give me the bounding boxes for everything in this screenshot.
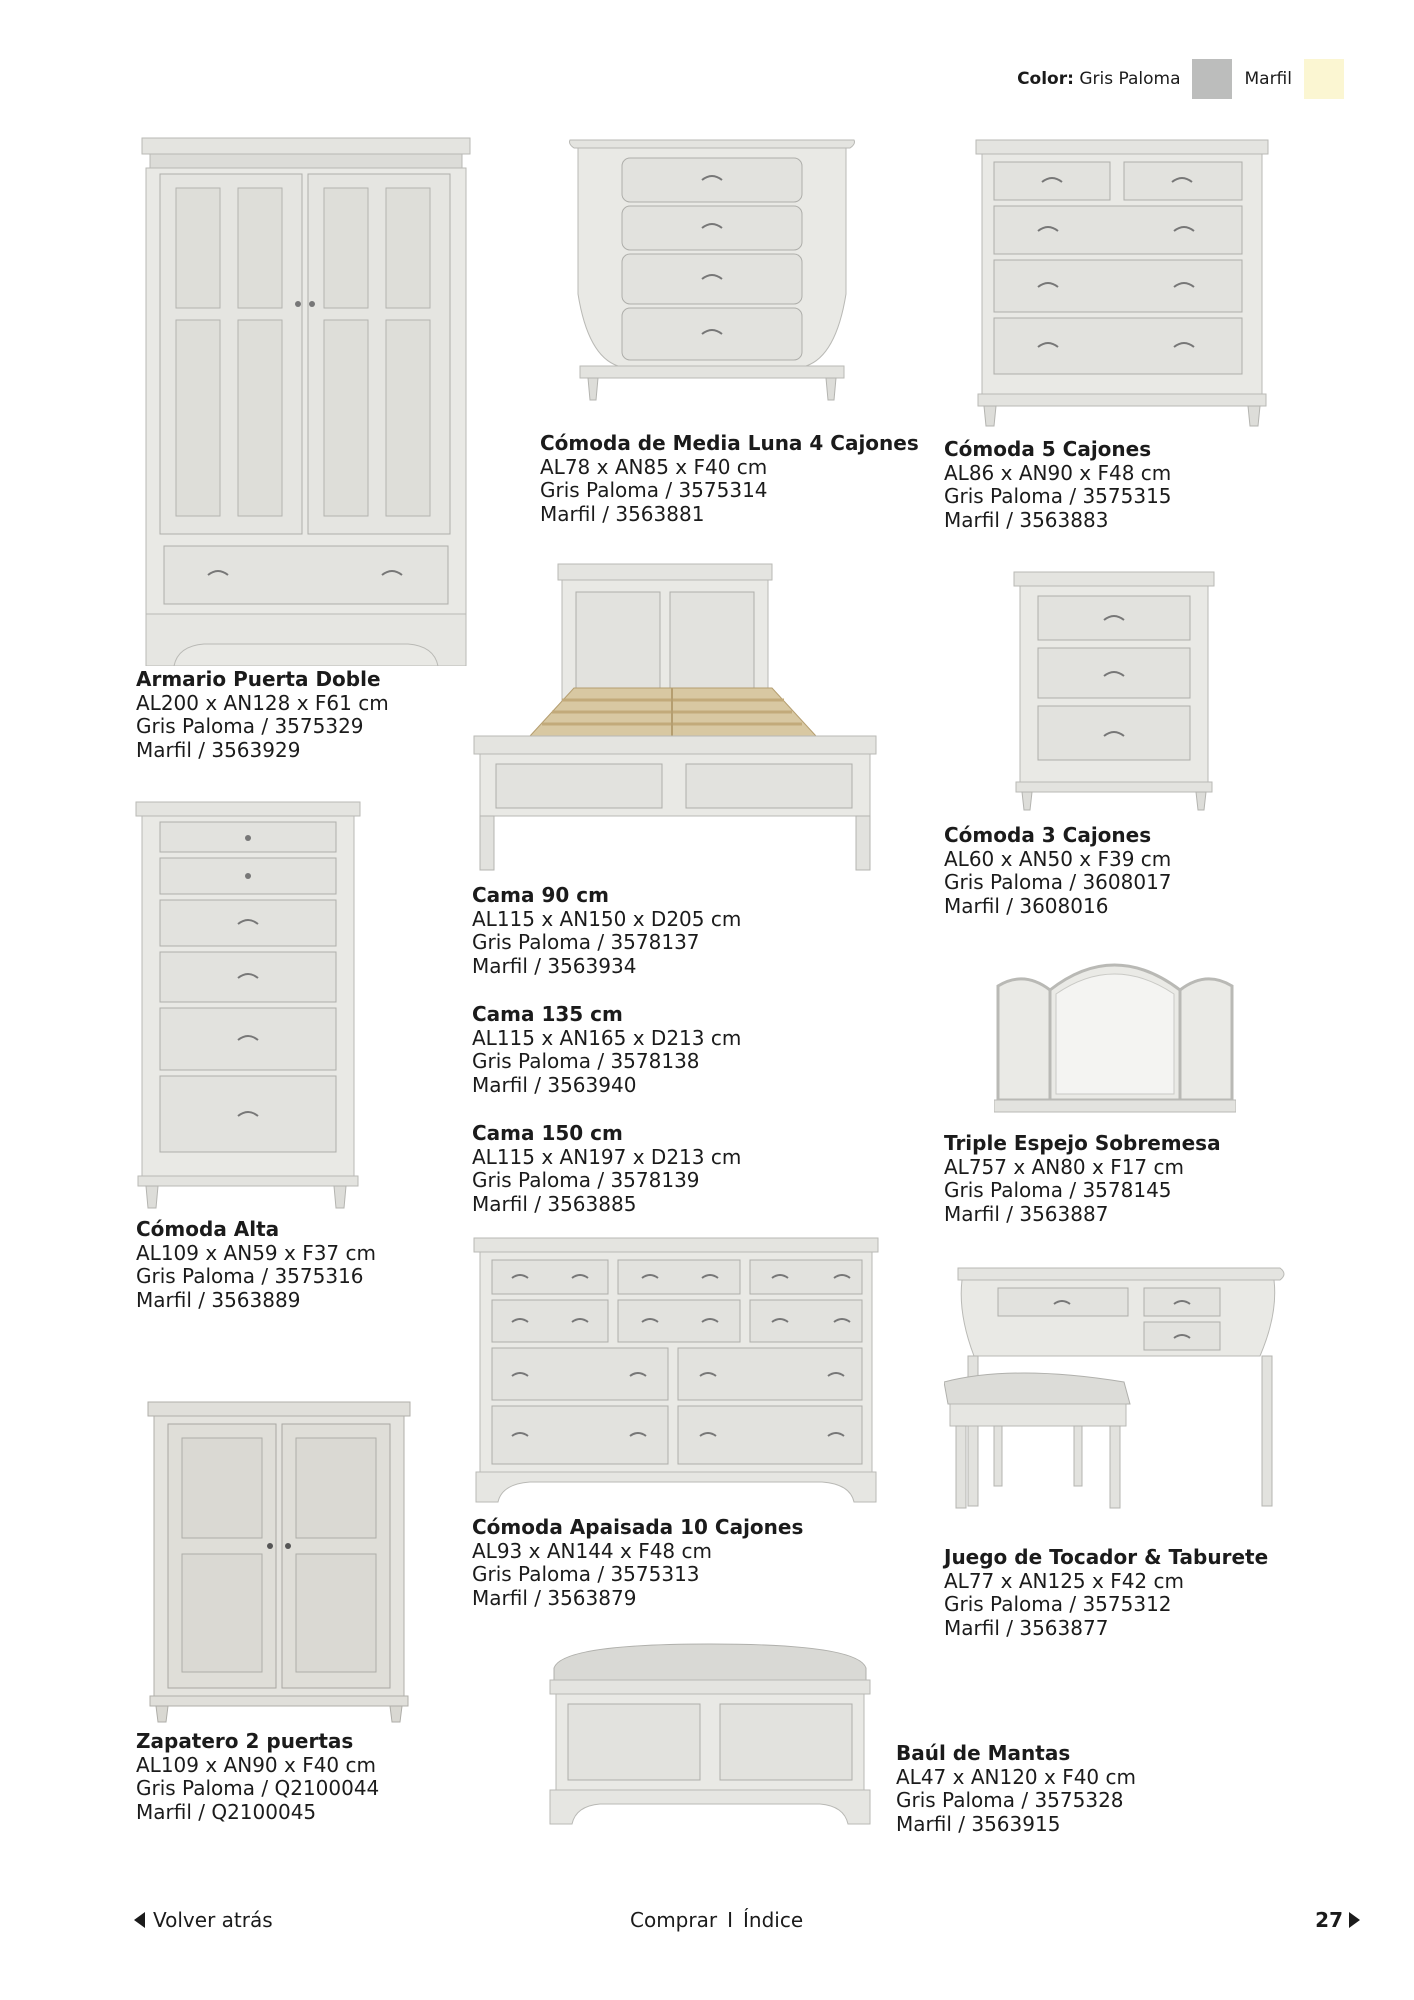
comoda5-marfil-ref: Marfil / 3563883 bbox=[944, 507, 1109, 532]
armario-info bbox=[136, 668, 389, 762]
armario-image[interactable] bbox=[138, 134, 474, 666]
apaisada-gris-ref: Gris Paloma / 3575313 bbox=[472, 1562, 700, 1586]
zapatero-gris-ref: Gris Paloma / Q2100044 bbox=[136, 1776, 380, 1800]
cama150-name[interactable]: Cama 150 cm bbox=[472, 1121, 623, 1145]
media-luna-name[interactable]: Cómoda de Media Luna 4 Cajones bbox=[540, 431, 919, 455]
cama90-marfil-ref: Marfil / 3563934 bbox=[472, 953, 637, 978]
footer bbox=[0, 1908, 1414, 1948]
tocador-info bbox=[944, 1546, 1268, 1640]
baul-image[interactable] bbox=[542, 1640, 878, 1826]
cama-image[interactable] bbox=[472, 560, 880, 872]
media-luna-image[interactable] bbox=[566, 134, 858, 402]
index-link[interactable]: Índice bbox=[743, 1908, 804, 1932]
next-page-link[interactable] bbox=[1315, 1908, 1360, 1932]
espejo-gris-ref: Gris Paloma / 3578145 bbox=[944, 1178, 1172, 1202]
buy-link[interactable]: Comprar bbox=[630, 1908, 718, 1932]
comoda5-name[interactable]: Cómoda 5 Cajones bbox=[944, 437, 1152, 461]
armario-name[interactable]: Armario Puerta Doble bbox=[136, 667, 381, 691]
espejo-dims: AL757 x AN80 x F17 cm bbox=[944, 1154, 1184, 1179]
apaisada-image[interactable] bbox=[472, 1234, 880, 1504]
cama90-dims: AL115 x AN150 x D205 cm bbox=[472, 906, 742, 931]
comoda3-name[interactable]: Cómoda 3 Cajones bbox=[944, 823, 1152, 847]
footer-separator: I bbox=[727, 1908, 733, 1932]
marfil-label: Marfil bbox=[1244, 69, 1292, 89]
color-selector bbox=[1017, 58, 1344, 100]
comoda3-gris-ref: Gris Paloma / 3608017 bbox=[944, 870, 1172, 894]
zapatero-name[interactable]: Zapatero 2 puertas bbox=[136, 1729, 354, 1753]
cama135-marfil-ref: Marfil / 3563940 bbox=[472, 1072, 637, 1097]
page-number: 27 bbox=[1315, 1908, 1343, 1932]
comoda-alta-info bbox=[136, 1218, 376, 1312]
comoda5-info bbox=[944, 438, 1172, 532]
comoda3-image[interactable] bbox=[1012, 568, 1216, 812]
baul-info bbox=[896, 1742, 1136, 1836]
comoda-alta-dims: AL109 x AN59 x F37 cm bbox=[136, 1240, 376, 1265]
back-arrow-icon bbox=[134, 1912, 145, 1928]
comoda3-dims: AL60 x AN50 x F39 cm bbox=[944, 846, 1172, 871]
zapatero-info bbox=[136, 1730, 379, 1824]
comoda-alta-marfil-ref: Marfil / 3563889 bbox=[136, 1287, 301, 1312]
baul-marfil-ref: Marfil / 3563915 bbox=[896, 1811, 1061, 1836]
comoda5-image[interactable] bbox=[974, 136, 1270, 428]
baul-gris-ref: Gris Paloma / 3575328 bbox=[896, 1788, 1124, 1812]
gris-swatch[interactable] bbox=[1192, 59, 1232, 99]
back-label: Volver atrás bbox=[153, 1908, 273, 1932]
zapatero-image[interactable] bbox=[146, 1398, 412, 1724]
cama150-marfil-ref: Marfil / 3563885 bbox=[472, 1191, 637, 1216]
cama90-name[interactable]: Cama 90 cm bbox=[472, 883, 609, 907]
comoda-alta-gris-ref: Gris Paloma / 3575316 bbox=[136, 1264, 364, 1288]
apaisada-info bbox=[472, 1516, 803, 1610]
cama90-gris-ref: Gris Paloma / 3578137 bbox=[472, 930, 700, 954]
cama135-dims: AL115 x AN165 x D213 cm bbox=[472, 1025, 742, 1050]
cama90-info bbox=[472, 884, 741, 978]
baul-dims: AL47 x AN120 x F40 cm bbox=[896, 1764, 1136, 1789]
comoda5-dims: AL86 x AN90 x F48 cm bbox=[944, 460, 1172, 485]
cama135-name[interactable]: Cama 135 cm bbox=[472, 1002, 623, 1026]
armario-dims: AL200 x AN128 x F61 cm bbox=[136, 690, 389, 715]
marfil-swatch[interactable] bbox=[1304, 59, 1344, 99]
comoda5-gris-ref: Gris Paloma / 3575315 bbox=[944, 484, 1172, 508]
apaisada-name[interactable]: Cómoda Apaisada 10 Cajones bbox=[472, 1515, 804, 1539]
zapatero-dims: AL109 x AN90 x F40 cm bbox=[136, 1752, 376, 1777]
espejo-info bbox=[944, 1132, 1221, 1226]
next-arrow-icon bbox=[1349, 1912, 1360, 1928]
tocador-name[interactable]: Juego de Tocador & Taburete bbox=[944, 1545, 1269, 1569]
cama150-dims: AL115 x AN197 x D213 cm bbox=[472, 1144, 742, 1169]
tocador-gris-ref: Gris Paloma / 3575312 bbox=[944, 1592, 1172, 1616]
media-luna-dims: AL78 x AN85 x F40 cm bbox=[540, 454, 768, 479]
comoda3-marfil-ref: Marfil / 3608016 bbox=[944, 893, 1109, 918]
media-luna-gris-ref: Gris Paloma / 3575314 bbox=[540, 478, 768, 502]
zapatero-marfil-ref: Marfil / Q2100045 bbox=[136, 1799, 317, 1824]
tocador-dims: AL77 x AN125 x F42 cm bbox=[944, 1568, 1184, 1593]
espejo-marfil-ref: Marfil / 3563887 bbox=[944, 1201, 1109, 1226]
color-label: Color: Gris Paloma bbox=[1017, 69, 1181, 89]
media-luna-info bbox=[540, 432, 919, 526]
apaisada-marfil-ref: Marfil / 3563879 bbox=[472, 1585, 637, 1610]
tocador-marfil-ref: Marfil / 3563877 bbox=[944, 1615, 1109, 1640]
baul-name[interactable]: Baúl de Mantas bbox=[896, 1741, 1071, 1765]
espejo-image[interactable] bbox=[994, 950, 1236, 1114]
tocador-image[interactable] bbox=[944, 1264, 1290, 1512]
cama150-info bbox=[472, 1122, 741, 1216]
cama135-gris-ref: Gris Paloma / 3578138 bbox=[472, 1049, 700, 1073]
cama135-info bbox=[472, 1003, 741, 1097]
armario-gris-ref: Gris Paloma / 3575329 bbox=[136, 714, 364, 738]
comoda-alta-name[interactable]: Cómoda Alta bbox=[136, 1217, 280, 1241]
armario-marfil-ref: Marfil / 3563929 bbox=[136, 737, 301, 762]
espejo-name[interactable]: Triple Espejo Sobremesa bbox=[944, 1131, 1221, 1155]
gris-label: Gris Paloma bbox=[1079, 69, 1181, 89]
comoda3-info bbox=[944, 824, 1172, 918]
apaisada-dims: AL93 x AN144 x F48 cm bbox=[472, 1538, 712, 1563]
footer-nav bbox=[630, 1908, 803, 1932]
comoda-alta-image[interactable] bbox=[134, 798, 362, 1210]
cama150-gris-ref: Gris Paloma / 3578139 bbox=[472, 1168, 700, 1192]
back-link[interactable] bbox=[134, 1908, 273, 1932]
media-luna-marfil-ref: Marfil / 3563881 bbox=[540, 501, 705, 526]
